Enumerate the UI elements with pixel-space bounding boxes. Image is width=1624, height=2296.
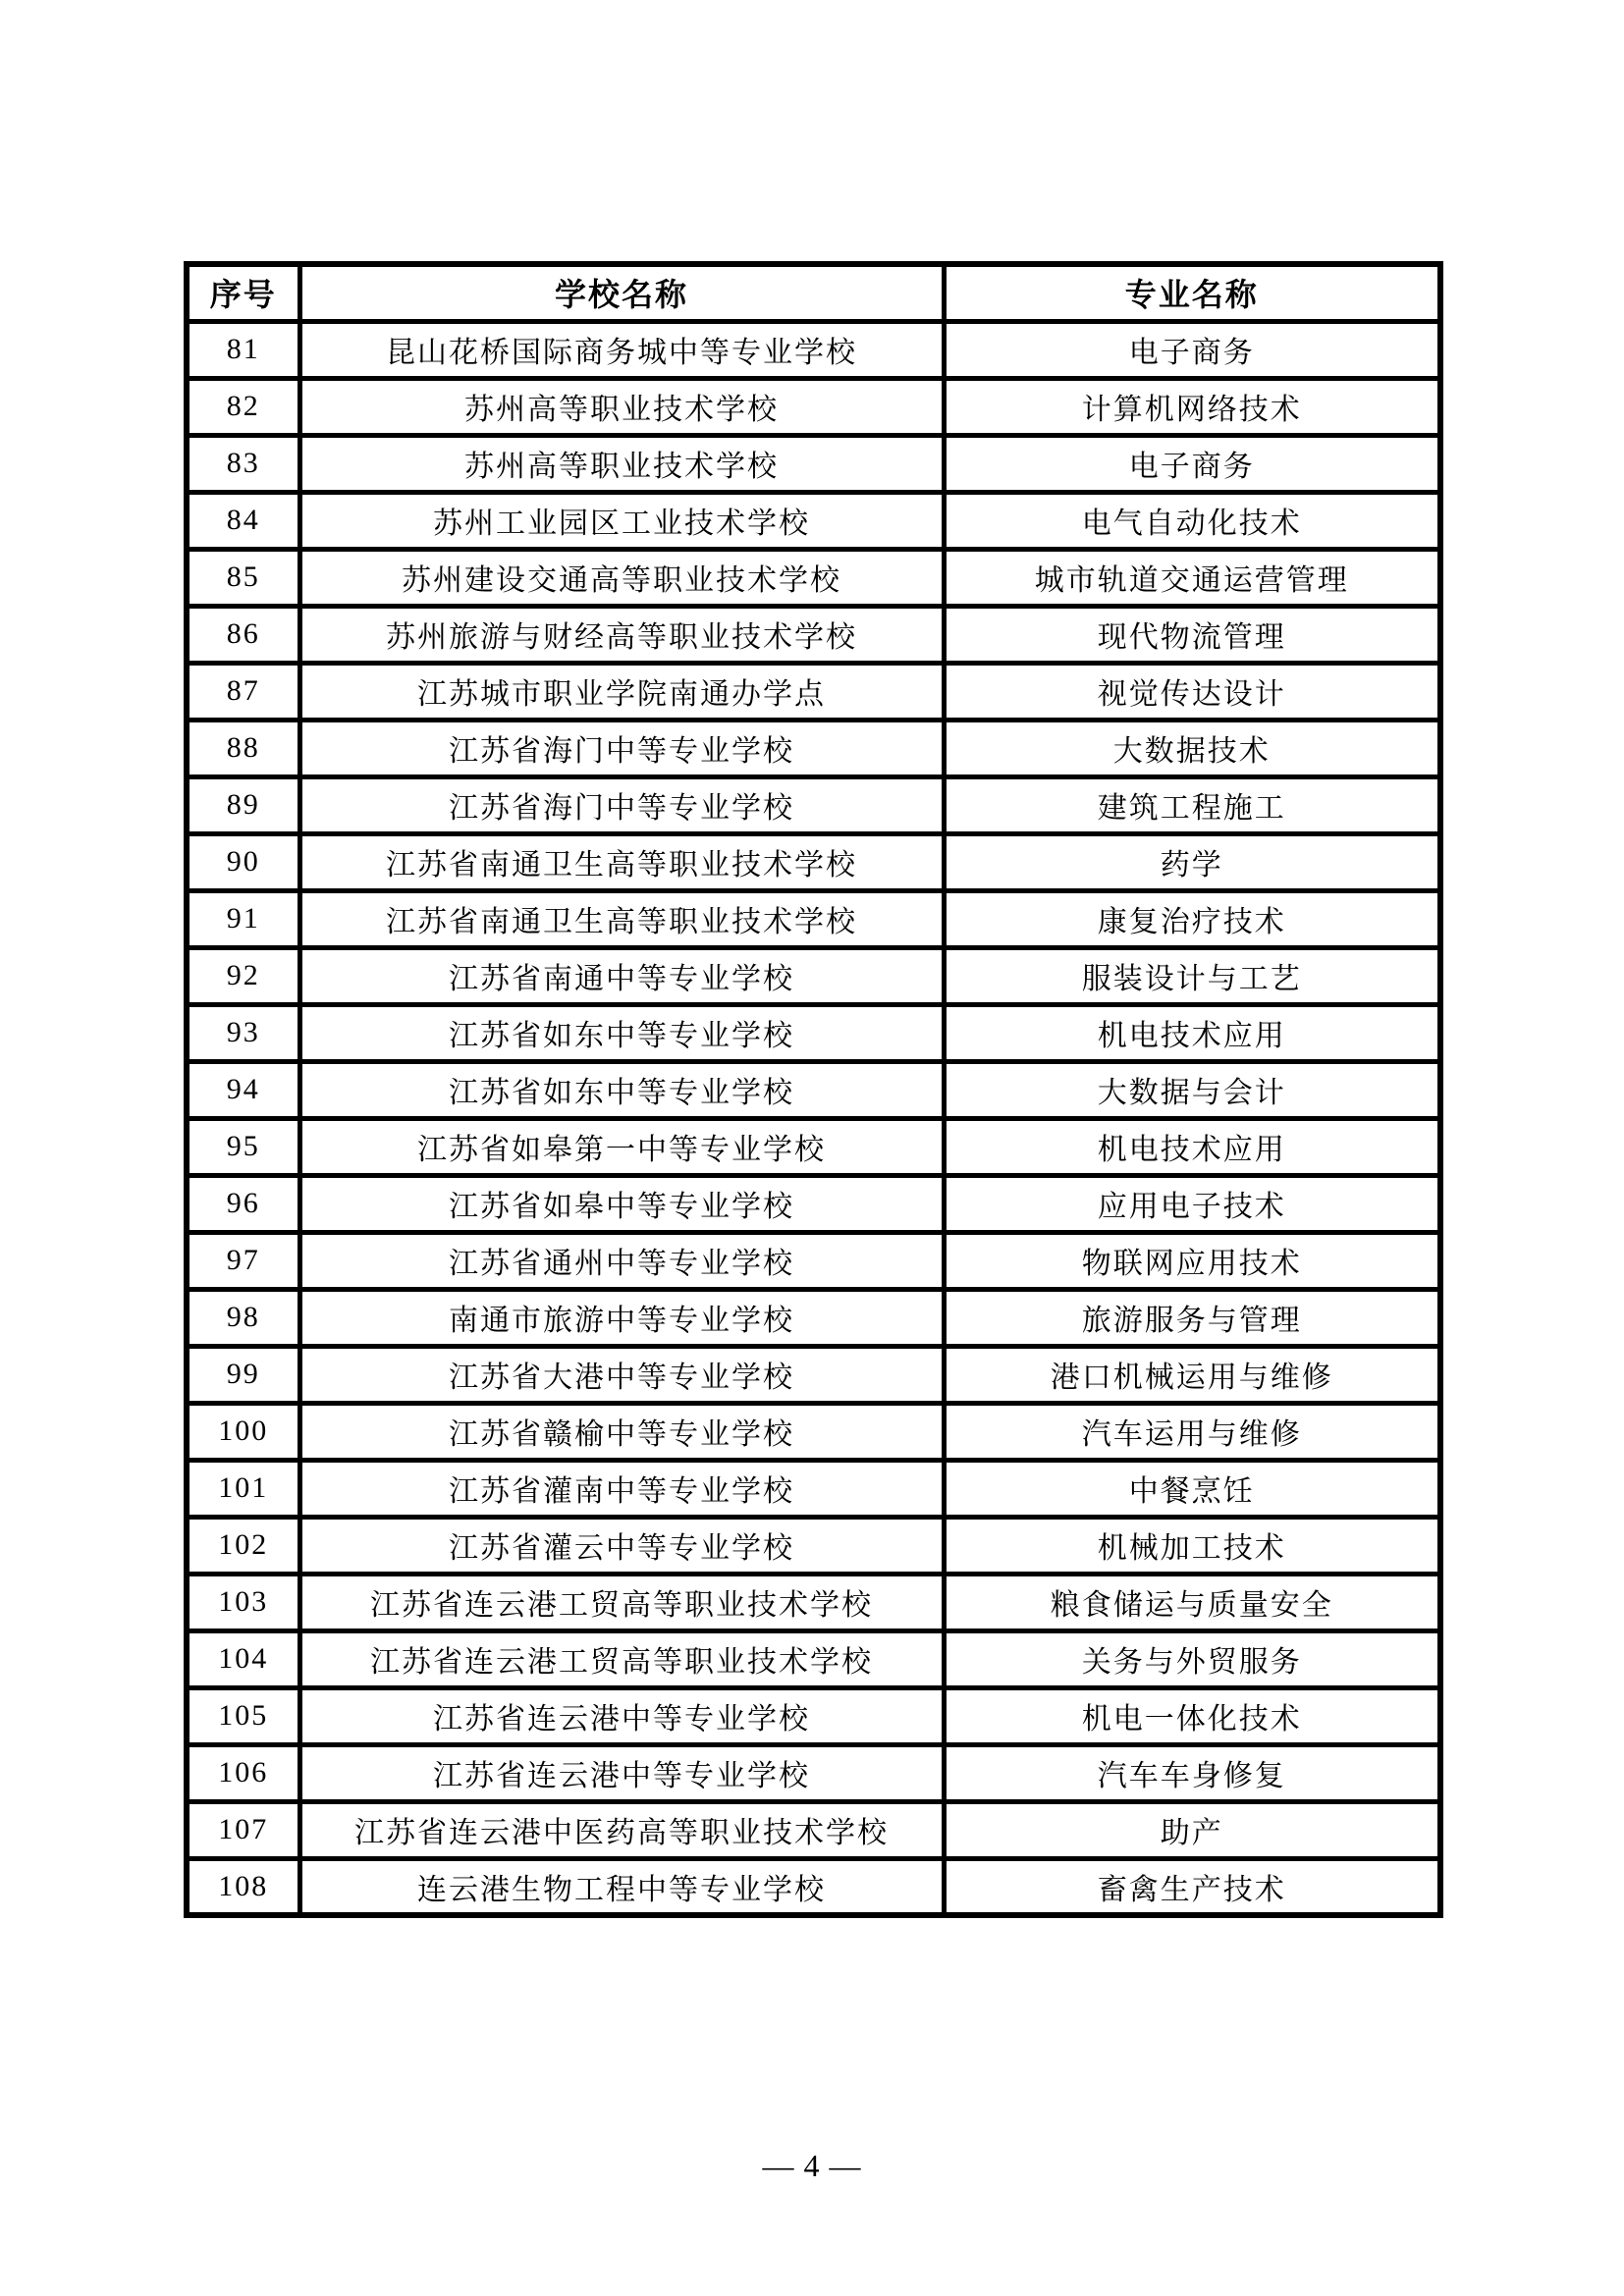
table-row — [187, 1289, 1440, 1346]
row-major: 机电一体化技术 — [944, 1687, 1440, 1744]
row-seq: 86 — [187, 606, 299, 663]
row-school: 南通市旅游中等专业学校 — [299, 1289, 944, 1346]
row-major: 汽车车身修复 — [944, 1744, 1440, 1801]
row-school: 江苏省连云港工贸高等职业技术学校 — [299, 1630, 944, 1687]
row-school: 江苏省连云港中等专业学校 — [299, 1744, 944, 1801]
row-seq: 83 — [187, 435, 299, 492]
row-major: 电子商务 — [944, 435, 1440, 492]
row-school: 昆山花桥国际商务城中等专业学校 — [299, 321, 944, 378]
row-seq: 96 — [187, 1175, 299, 1232]
row-seq: 103 — [187, 1574, 299, 1630]
row-major: 粮食储运与质量安全 — [944, 1574, 1440, 1630]
row-seq: 95 — [187, 1118, 299, 1175]
table-row — [187, 549, 1440, 606]
table-row — [187, 1630, 1440, 1687]
row-seq: 87 — [187, 663, 299, 720]
row-school: 江苏省海门中等专业学校 — [299, 720, 944, 776]
row-school: 江苏省大港中等专业学校 — [299, 1346, 944, 1403]
table-row — [187, 1460, 1440, 1517]
row-major: 关务与外贸服务 — [944, 1630, 1440, 1687]
row-seq: 108 — [187, 1858, 299, 1915]
header-major: 专业名称 — [944, 264, 1440, 321]
row-school: 苏州工业园区工业技术学校 — [299, 492, 944, 549]
row-school: 江苏省通州中等专业学校 — [299, 1232, 944, 1289]
row-major: 电子商务 — [944, 321, 1440, 378]
table-row — [187, 776, 1440, 833]
row-seq: 102 — [187, 1517, 299, 1574]
row-seq: 82 — [187, 378, 299, 435]
table-row — [187, 1801, 1440, 1858]
header-seq: 序号 — [187, 264, 299, 321]
row-seq: 98 — [187, 1289, 299, 1346]
row-school: 苏州高等职业技术学校 — [299, 378, 944, 435]
row-school: 江苏省连云港工贸高等职业技术学校 — [299, 1574, 944, 1630]
table-body — [187, 321, 1440, 1915]
row-seq: 104 — [187, 1630, 299, 1687]
row-major: 城市轨道交通运营管理 — [944, 549, 1440, 606]
row-school: 江苏省如东中等专业学校 — [299, 1061, 944, 1118]
row-school: 江苏省连云港中医药高等职业技术学校 — [299, 1801, 944, 1858]
row-school: 江苏省灌云中等专业学校 — [299, 1517, 944, 1574]
row-school: 江苏省如皋第一中等专业学校 — [299, 1118, 944, 1175]
row-school: 江苏省海门中等专业学校 — [299, 776, 944, 833]
row-major: 服装设计与工艺 — [944, 947, 1440, 1004]
row-school: 连云港生物工程中等专业学校 — [299, 1858, 944, 1915]
row-major: 旅游服务与管理 — [944, 1289, 1440, 1346]
table-row — [187, 321, 1440, 378]
table-row — [187, 492, 1440, 549]
row-major: 机电技术应用 — [944, 1004, 1440, 1061]
row-major: 中餐烹饪 — [944, 1460, 1440, 1517]
row-seq: 105 — [187, 1687, 299, 1744]
row-school: 江苏城市职业学院南通办学点 — [299, 663, 944, 720]
row-seq: 91 — [187, 890, 299, 947]
row-school: 江苏省如东中等专业学校 — [299, 1004, 944, 1061]
table-row — [187, 1175, 1440, 1232]
table-row — [187, 1232, 1440, 1289]
table-row — [187, 720, 1440, 776]
row-seq: 81 — [187, 321, 299, 378]
row-school: 江苏省南通卫生高等职业技术学校 — [299, 833, 944, 890]
row-seq: 107 — [187, 1801, 299, 1858]
row-seq: 84 — [187, 492, 299, 549]
row-seq: 93 — [187, 1004, 299, 1061]
row-major: 大数据与会计 — [944, 1061, 1440, 1118]
row-seq: 85 — [187, 549, 299, 606]
row-major: 电气自动化技术 — [944, 492, 1440, 549]
table-row — [187, 1004, 1440, 1061]
row-major: 建筑工程施工 — [944, 776, 1440, 833]
school-major-table — [184, 261, 1443, 1918]
row-seq: 90 — [187, 833, 299, 890]
row-school: 江苏省连云港中等专业学校 — [299, 1687, 944, 1744]
row-major: 现代物流管理 — [944, 606, 1440, 663]
table-header-row — [187, 264, 1440, 321]
row-major: 物联网应用技术 — [944, 1232, 1440, 1289]
row-seq: 100 — [187, 1403, 299, 1460]
row-school: 江苏省南通中等专业学校 — [299, 947, 944, 1004]
header-school: 学校名称 — [299, 264, 944, 321]
table-row — [187, 947, 1440, 1004]
row-school: 江苏省南通卫生高等职业技术学校 — [299, 890, 944, 947]
page-number: — 4 — — [762, 2148, 862, 2183]
table-row — [187, 1118, 1440, 1175]
table-row — [187, 378, 1440, 435]
table-row — [187, 890, 1440, 947]
table-row — [187, 606, 1440, 663]
row-major: 药学 — [944, 833, 1440, 890]
table-row — [187, 1574, 1440, 1630]
table-row — [187, 435, 1440, 492]
table-row — [187, 1403, 1440, 1460]
row-school: 苏州旅游与财经高等职业技术学校 — [299, 606, 944, 663]
row-major: 计算机网络技术 — [944, 378, 1440, 435]
table-row — [187, 1858, 1440, 1915]
row-major: 机械加工技术 — [944, 1517, 1440, 1574]
row-seq: 99 — [187, 1346, 299, 1403]
row-seq: 92 — [187, 947, 299, 1004]
table-row — [187, 1687, 1440, 1744]
table-row — [187, 833, 1440, 890]
row-major: 畜禽生产技术 — [944, 1858, 1440, 1915]
row-seq: 94 — [187, 1061, 299, 1118]
row-major: 汽车运用与维修 — [944, 1403, 1440, 1460]
row-major: 康复治疗技术 — [944, 890, 1440, 947]
row-major: 助产 — [944, 1801, 1440, 1858]
row-school: 苏州高等职业技术学校 — [299, 435, 944, 492]
row-seq: 88 — [187, 720, 299, 776]
row-school: 江苏省赣榆中等专业学校 — [299, 1403, 944, 1460]
row-major: 视觉传达设计 — [944, 663, 1440, 720]
table-row — [187, 1744, 1440, 1801]
row-major: 港口机械运用与维修 — [944, 1346, 1440, 1403]
row-major: 大数据技术 — [944, 720, 1440, 776]
row-seq: 101 — [187, 1460, 299, 1517]
table-row — [187, 1346, 1440, 1403]
table-row — [187, 663, 1440, 720]
row-major: 应用电子技术 — [944, 1175, 1440, 1232]
table-row — [187, 1517, 1440, 1574]
row-seq: 106 — [187, 1744, 299, 1801]
row-major: 机电技术应用 — [944, 1118, 1440, 1175]
row-seq: 97 — [187, 1232, 299, 1289]
row-seq: 89 — [187, 776, 299, 833]
table-row — [187, 1061, 1440, 1118]
row-school: 江苏省灌南中等专业学校 — [299, 1460, 944, 1517]
row-school: 苏州建设交通高等职业技术学校 — [299, 549, 944, 606]
row-school: 江苏省如皋中等专业学校 — [299, 1175, 944, 1232]
